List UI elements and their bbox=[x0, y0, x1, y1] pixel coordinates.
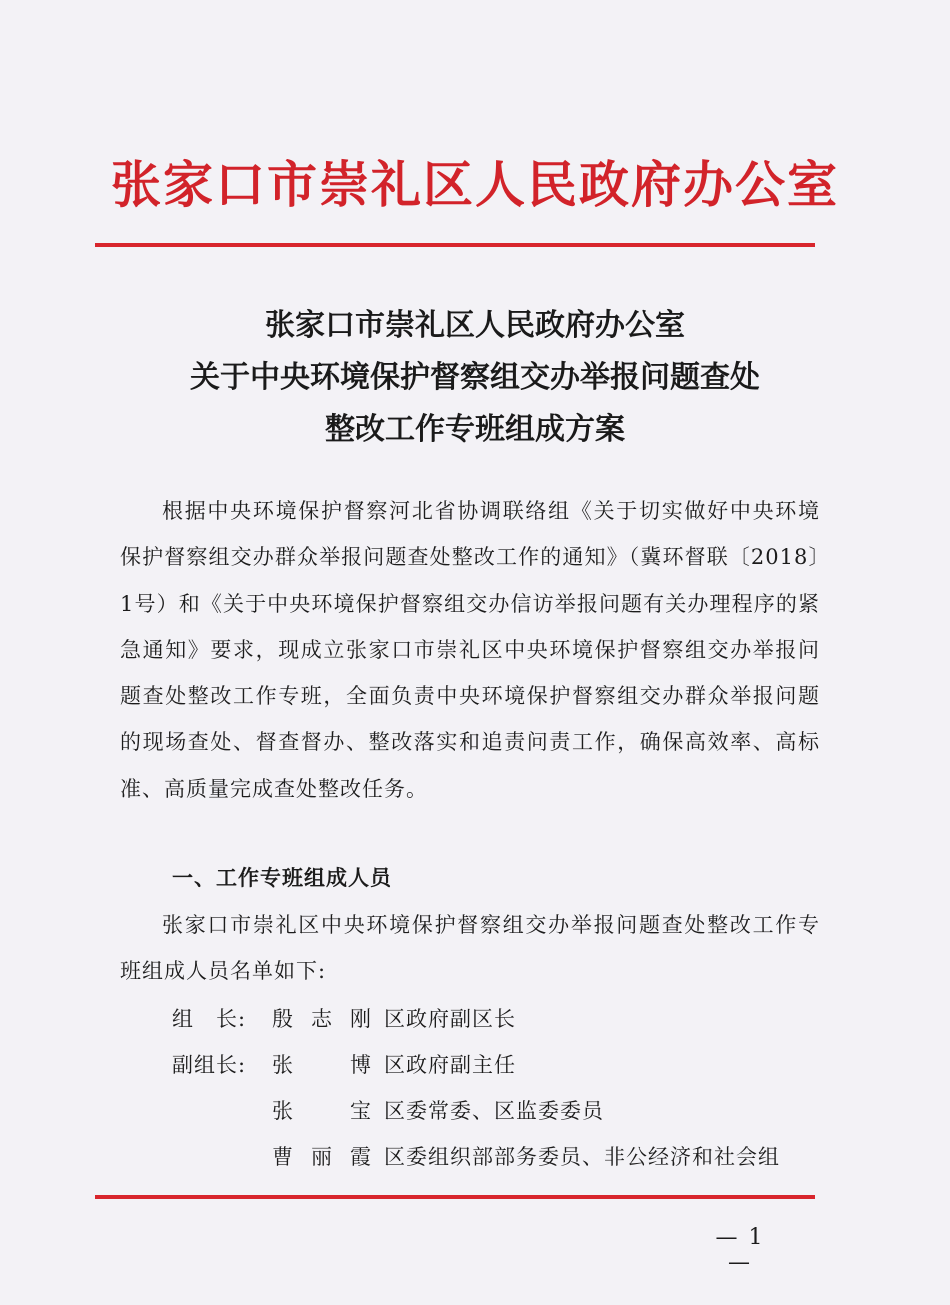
member-name: 殷志刚 bbox=[272, 1007, 372, 1031]
document-title-line-1: 张家口市崇礼区人民政府办公室 bbox=[265, 308, 685, 343]
member-role: 副组长: bbox=[172, 1053, 247, 1077]
member-position: 区委组织部部务委员、非公经济和社会组 bbox=[384, 1145, 780, 1169]
member-position: 区政府副区长 bbox=[384, 1007, 516, 1031]
member-position: 区政府副主任 bbox=[384, 1053, 516, 1077]
member-name: 张 宝 bbox=[272, 1099, 372, 1123]
member-row bbox=[172, 1041, 832, 1087]
section-heading-1: 一、工作专班组成人员 bbox=[172, 865, 392, 890]
member-role: 组 长: bbox=[172, 1007, 247, 1031]
member-row bbox=[172, 995, 832, 1041]
member-name: 张 博 bbox=[272, 1053, 372, 1077]
member-list bbox=[172, 995, 832, 1179]
intro-paragraph: 根据中央环境保护督察河北省协调联络组《关于切实做好中央环境保护督察组交办群众举报问题查处整改工作的通知》（冀环督联〔2018〕1号）和《关于中央环境保护督察组交办信访举报问题有关办理程序的紧急通知》要求，现成立张家口市崇礼区中央环境保护督察组交办举报问题查处整改工作专班，全面负责中央环境保护督察组交办群众举报问题的现场查处、督查督办、整改落实和追责问责工作，确保高效率、高标准、高质量完成查处整改任务。 bbox=[120, 499, 820, 801]
document-title-line-3: 整改工作专班组成方案 bbox=[325, 412, 625, 447]
footer-red-rule bbox=[95, 1195, 815, 1199]
header-red-rule bbox=[95, 243, 815, 247]
member-row bbox=[172, 1133, 832, 1179]
member-name: 曹丽霞 bbox=[272, 1145, 372, 1169]
page-number: — 1 — bbox=[715, 1225, 765, 1275]
member-position: 区委常委、区监委委员 bbox=[384, 1099, 604, 1123]
section-1-text: 张家口市崇礼区中央环境保护督察组交办举报问题查处整改工作专班组成人员名单如下: bbox=[120, 913, 820, 984]
issuer-header: 张家口市崇礼区人民政府办公室 bbox=[111, 155, 839, 214]
document-title-line-2: 关于中央环境保护督察组交办举报问题查处 bbox=[190, 360, 760, 395]
member-row bbox=[172, 1087, 832, 1133]
